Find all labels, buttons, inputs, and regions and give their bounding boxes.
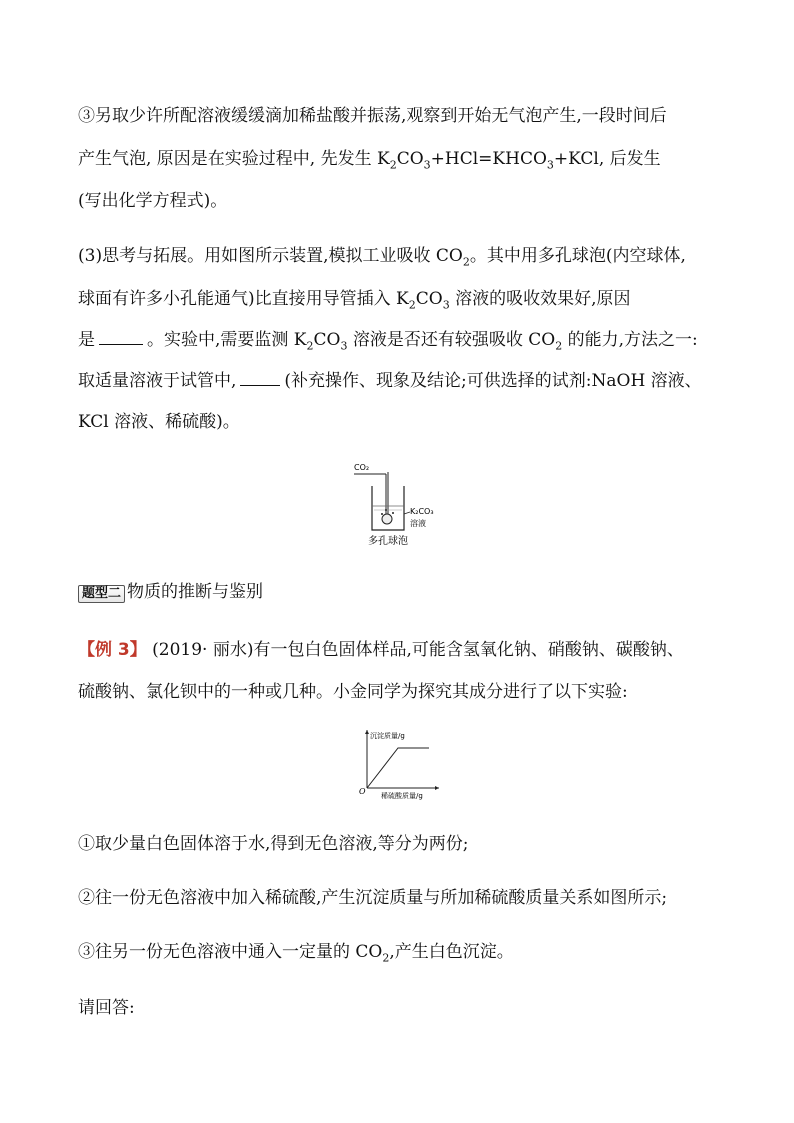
bulb-caption: 多孔球泡 [368, 536, 408, 547]
text: CO [313, 330, 341, 350]
section-header [78, 580, 728, 604]
text: (3)思考与拓展。用如图所示装置,模拟工业吸收 CO [78, 246, 463, 266]
text: 球面有许多小孔能通气)比直接用导管插入 K [78, 289, 409, 309]
answer-prompt: 请回答: [78, 998, 135, 1018]
x-axis-label: 稀硫酸质量/g [381, 792, 423, 800]
step-1: ①取少量白色固体溶于水,得到无色溶液,等分为两份; [78, 834, 469, 854]
bubble [385, 509, 387, 511]
text: CO [396, 149, 424, 169]
step-2: ②往一份无色溶液中加入稀硫酸,产生沉淀质量与所加稀硫酸质量关系如图所示; [78, 888, 668, 908]
text: ,产生白色沉淀。 [389, 942, 514, 962]
para1-line3: (写出化学方程式)。 [78, 191, 228, 211]
sub: 2 [408, 298, 416, 312]
text: 产生气泡, 原因是在实验过程中, 先发生 K [78, 149, 390, 169]
y-axis-arrow [365, 730, 369, 734]
porous-bulb [382, 514, 392, 524]
text: +HCl=KHCO [430, 149, 547, 169]
apparatus-drawing [350, 458, 450, 550]
text: 。其中用多孔球泡(内空球体, [469, 246, 686, 266]
sub: 3 [423, 158, 431, 172]
text: 取适量溶液于试管中, [78, 371, 237, 391]
text: (补充操作、现象及结论;可供选择的试剂:NaOH 溶液、 [284, 371, 702, 391]
para2-line4 [78, 369, 728, 393]
text: +KCl, 后发生 [553, 149, 661, 169]
example-line1 [78, 638, 728, 662]
example-line2: 硫酸钠、氯化钡中的一种或几种。小金同学为探究其成分进行了以下实验: [78, 682, 628, 702]
text: (2019· 丽水)有一包白色固体样品,可能含氢氧化钠、硝酸钠、碳酸钠、 [146, 640, 684, 660]
para2-line1 [78, 244, 728, 274]
sub: 2 [555, 339, 563, 353]
para2-line5: KCl 溶液、稀硫酸)。 [78, 412, 240, 432]
solution-label: 溶液 [410, 519, 426, 528]
origin-label: O [359, 787, 366, 796]
sub: 2 [462, 255, 470, 269]
text: 。实验中,需要监测 K [147, 330, 307, 350]
section-badge: 题型二 [78, 585, 125, 603]
text: CO [415, 289, 443, 309]
series-line [367, 748, 429, 788]
y-axis-label: 沉淀质量/g [370, 732, 405, 740]
answer-blank-2[interactable] [240, 371, 280, 386]
text: 溶液的吸收效果好,原因 [449, 289, 631, 309]
text: 溶液是否还有较强吸收 CO [347, 330, 556, 350]
sub: 3 [546, 158, 554, 172]
answer-blank-1[interactable] [99, 330, 143, 345]
bubble [392, 512, 394, 514]
text: 是 [78, 330, 95, 350]
text: 的能力,方法之一: [562, 330, 698, 350]
para1-line2 [78, 147, 728, 177]
bubble [381, 513, 383, 515]
sub: 2 [382, 951, 390, 965]
precipitate-chart [355, 726, 445, 802]
para2-line2 [78, 287, 728, 317]
apparatus-figure [350, 458, 450, 550]
para1-line1: ③另取少许所配溶液缓缓滴加稀盐酸并振荡,观察到开始无气泡产生,一段时间后 [78, 106, 667, 126]
example-label: 【例 3】 [78, 640, 147, 660]
co2-label: CO₂ [354, 463, 370, 472]
sub: 3 [442, 298, 450, 312]
sub: 2 [306, 339, 314, 353]
x-axis-arrow [435, 786, 439, 790]
sub: 3 [340, 339, 348, 353]
chart-svg [355, 726, 445, 802]
k2co3-label: K₂CO₃ [410, 507, 434, 516]
step-3 [78, 940, 728, 970]
text: ③往另一份无色溶液中通入一定量的 CO [78, 942, 383, 962]
section-title: 物质的推断与鉴别 [127, 582, 264, 602]
sub: 2 [389, 158, 397, 172]
para2-line3 [78, 328, 728, 358]
